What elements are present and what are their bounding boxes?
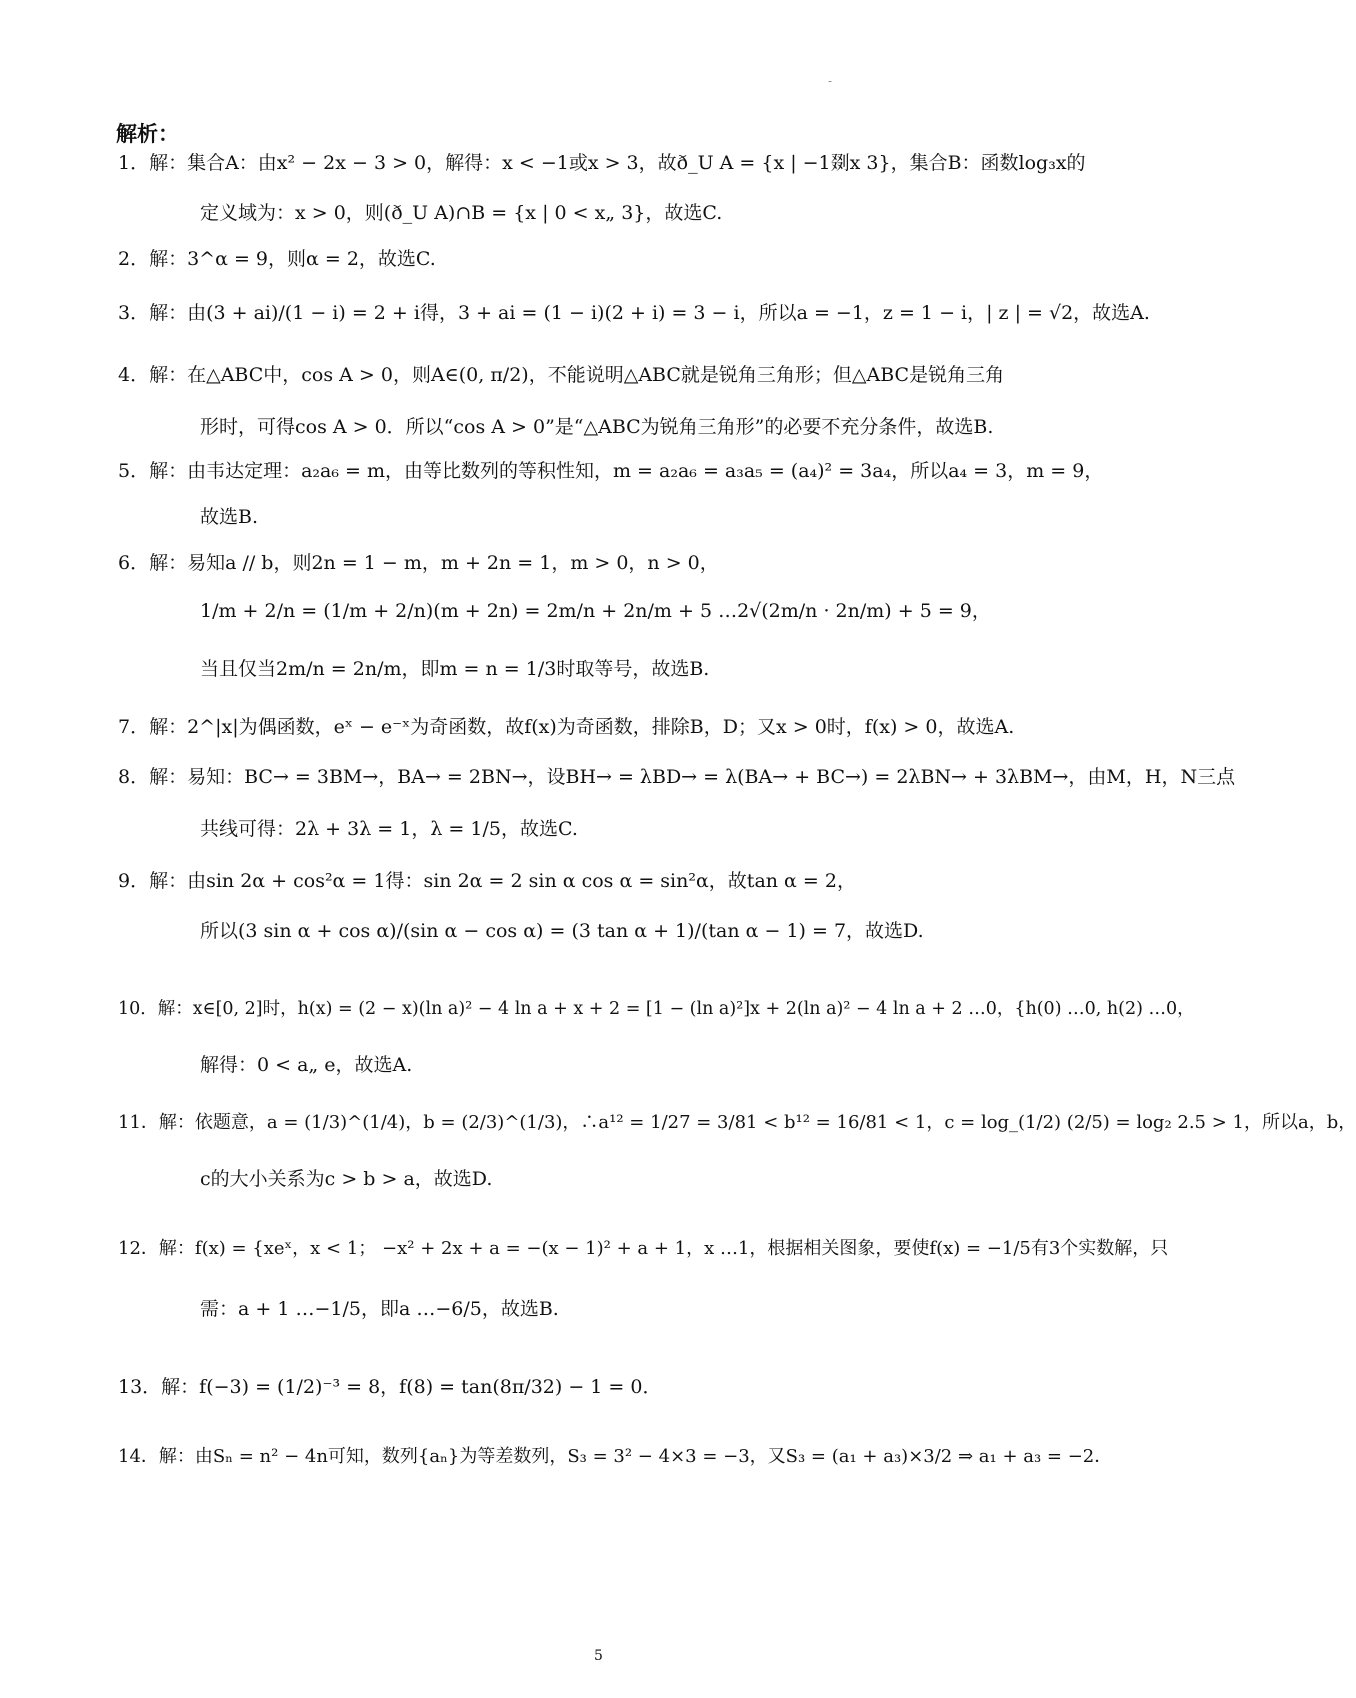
answer-line-q8b: 共线可得：2λ + 3λ = 1，λ = 1/5，故选C.	[200, 818, 578, 840]
answer-line-q5b: 故选B.	[200, 506, 259, 528]
answer-line-q7: 7．解：2^|x|为偶函数，eˣ − e⁻ˣ为奇函数，故f(x)为奇函数，排除B，D；又x > 0时，f(x) > 0，故选A.	[118, 716, 1015, 738]
answer-line-q6a: 6．解：易知a // b，则2n = 1 − m，m + 2n = 1，m > 0，n > 0，	[118, 552, 719, 574]
answer-line-q4b: 形时，可得cos A > 0．所以“cos A > 0”是“△ABC为锐角三角形”的必要不充分条件，故选B.	[200, 416, 994, 438]
answer-line-q6c: 当且仅当2m/n = 2n/m，即m = n = 1/3时取等号，故选B.	[200, 658, 710, 680]
answer-line-q14: 14．解：由Sₙ = n² − 4n可知，数列{aₙ}为等差数列，S₃ = 3² − 4×3 = −3，又S₃ = (a₁ + a₃)×3/2 ⇒ a₁ + a₃ = −2．	[118, 1446, 1113, 1467]
section-heading: 解析：	[116, 121, 179, 146]
answer-line-q4a: 4．解：在△ABC中，cos A > 0，则A∈(0, π/2)，不能说明△ABC就是锐角三角形；但△ABC是锐角三角	[118, 364, 1005, 386]
answer-line-q8a: 8．解：易知：BC→ = 3BM→，BA→ = 2BN→，设BH→ = λBD→ = λ(BA→ + BC→) = 2λBN→ + 3λBM→，由M，H，N三点	[118, 766, 1236, 788]
answer-line-q13: 13．解：f(−3) = (1/2)⁻³ = 8，f(8) = tan(8π/32) − 1 = 0．	[118, 1376, 662, 1398]
answer-line-q5a: 5．解：由韦达定理：a₂a₆ = m，由等比数列的等积性知，m = a₂a₆ = a₃a₅ = (a₄)² = 3a₄，所以a₄ = 3，m = 9，	[118, 460, 1104, 482]
answer-line-q3: 3．解：由(3 + ai)/(1 − i) = 2 + i得，3 + ai = (1 − i)(2 + i) = 3 − i，所以a = −1，z = 1 − i，| z | = √2，故选A.	[118, 302, 1150, 324]
answer-line-q10b: 解得：0 < a„ e，故选A.	[200, 1054, 413, 1076]
answer-line-q10a: 10．解：x∈[0, 2]时，h(x) = (2 − x)(ln a)² − 4 ln a + x + 2 = [1 − (ln a)²]x + 2(ln a)² − 4 ln a + 2 …0，{h(0) …0, h(2) …0，	[118, 999, 1195, 1019]
answer-line-q1a: 1．解：集合A：由x² − 2x − 3 > 0，解得：x < −1或x > 3，故ð_U A = {x | −1剟x 3}，集合B：函数log₃x的	[118, 152, 1086, 174]
page-number: 5	[594, 1648, 603, 1664]
answer-line-q1b: 定义域为：x > 0，则(ð_U A)∩B = {x | 0 < x„ 3}，故选C.	[200, 202, 723, 224]
answer-line-q2: 2．解：3^α = 9，则α = 2，故选C.	[118, 248, 436, 270]
answer-line-q11a: 11．解：依题意，a = (1/3)^(1/4)，b = (2/3)^(1/3)，∴a¹² = 1/27 = 3/81 < b¹² = 16/81 < 1，c = log_(1/2) (2/5) = log₂ 2.5 > 1，所以a，b，	[118, 1112, 1356, 1133]
answer-line-q9a: 9．解：由sin 2α + cos²α = 1得：sin 2α = 2 sin α cos α = sin²α，故tan α = 2，	[118, 870, 856, 892]
answer-line-q6b: 1/m + 2/n = (1/m + 2/n)(m + 2n) = 2m/n + 2n/m + 5 …2√(2m/n · 2n/m) + 5 = 9，	[200, 600, 991, 622]
header-mark: -	[828, 74, 833, 88]
answer-line-q12b: 需：a + 1 …−1/5，即a …−6/5，故选B.	[200, 1298, 559, 1320]
answer-line-q12a: 12．解：f(x) = {xeˣ，x < 1； −x² + 2x + a = −(x − 1)² + a + 1，x …1，根据相关图象，要使f(x) = −1/5有3个实数解，只	[118, 1238, 1169, 1259]
answer-line-q11b: c的大小关系为c > b > a，故选D.	[200, 1168, 493, 1190]
answer-line-q9b: 所以(3 sin α + cos α)/(sin α − cos α) = (3 tan α + 1)/(tan α − 1) = 7，故选D.	[200, 920, 924, 942]
